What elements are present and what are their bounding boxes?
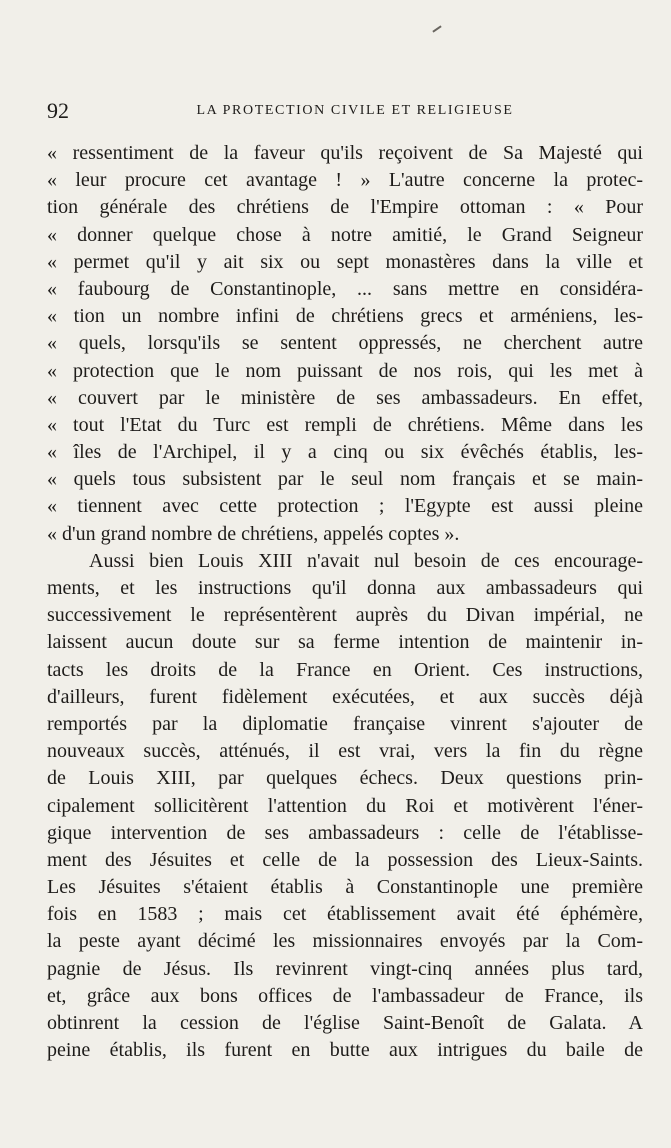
text-line: « quels, lorsqu'ils se sentent oppressés, ne cherchent autre bbox=[47, 332, 643, 355]
text-line: Les Jésuites s'étaient établis à Constantinople une première bbox=[47, 876, 643, 899]
text-line: et, grâce aux bons offices de l'ambassadeur de France, ils bbox=[47, 984, 643, 1007]
text-line: « donner quelque chose à notre amitié, le Grand Seigneur bbox=[47, 223, 643, 246]
text-line: tion générale des chrétiens de l'Empire ottoman : « Pour bbox=[47, 196, 643, 219]
text-line: gique intervention de ses ambassadeurs : celle de l'établisse- bbox=[47, 821, 643, 844]
text-line: remportés par la diplomatie française vinrent s'ajouter de bbox=[47, 712, 643, 735]
stray-mark bbox=[432, 25, 441, 32]
text-line: « ressentiment de la faveur qu'ils reçoivent de Sa Majesté qui bbox=[47, 142, 643, 164]
text-line: cipalement sollicitèrent l'attention du Roi et motivèrent l'éner- bbox=[47, 794, 643, 817]
text-line: « leur procure cet avantage ! » L'autre concerne la protec- bbox=[47, 169, 643, 192]
text-line: laissent aucun doute sur sa ferme intention de maintenir in- bbox=[47, 631, 643, 654]
text-line: d'ailleurs, furent fidèlement exécutées, et aux succès déjà bbox=[47, 685, 643, 708]
text-line: obtinrent la cession de l'église Saint-Benoît de Galata. A bbox=[47, 1012, 643, 1034]
text-line: « tiennent avec cette protection ; l'Egypte est aussi pleine bbox=[47, 495, 643, 518]
text-line: « tion un nombre infini de chrétiens grecs et arméniens, les- bbox=[47, 305, 643, 328]
text-line: de Louis XIII, par quelques échecs. Deux questions prin- bbox=[47, 767, 643, 790]
text-line: la peste ayant décimé les missionnaires envoyés par la Com- bbox=[47, 930, 643, 953]
text-line: « tout l'Etat du Turc est rempli de chrétiens. Même dans les bbox=[47, 413, 643, 436]
text-line: peine établis, ils furent en butte aux intrigues du baile de bbox=[47, 1039, 643, 1062]
text-line: « couvert par le ministère de ses ambassadeurs. En effet, bbox=[47, 386, 643, 409]
page-number: 92 bbox=[47, 98, 69, 123]
text-line: fois en 1583 ; mais cet établissement avait été éphémère, bbox=[47, 903, 643, 926]
text-line: « îles de l'Archipel, il y a cinq ou six évêchés établis, les- bbox=[47, 441, 643, 464]
text-line: successivement le représentèrent auprès du Divan impérial, ne bbox=[47, 604, 643, 627]
text-line: nouveaux succès, atténués, il est vrai, vers la fin du règne bbox=[47, 740, 643, 763]
page-header bbox=[47, 98, 643, 126]
text-line: « faubourg de Constantinople, ... sans mettre en considéra- bbox=[47, 277, 643, 300]
text-line: « quels tous subsistent par le seul nom français et se main- bbox=[47, 468, 643, 491]
text-line: ments, et les instructions qu'il donna aux ambassadeurs qui bbox=[47, 577, 643, 599]
text-line: Aussi bien Louis XIII n'avait nul besoin de ces encourage- bbox=[89, 549, 643, 572]
body-text bbox=[47, 140, 643, 1064]
text-line: tacts les droits de la France en Orient. Ces instructions, bbox=[47, 658, 643, 681]
text-line: « protection que le nom puissant de nos rois, qui les met à bbox=[47, 359, 643, 382]
text-line: « permet qu'il y ait six ou sept monastères dans la ville et bbox=[47, 250, 643, 273]
text-line: ment des Jésuites et celle de la possession des Lieux-Saints. bbox=[47, 848, 643, 871]
text-line: « d'un grand nombre de chrétiens, appelés coptes ». bbox=[47, 522, 460, 545]
text-line: pagnie de Jésus. Ils revinrent vingt-cinq années plus tard, bbox=[47, 957, 643, 980]
running-head: LA PROTECTION CIVILE ET RELIGIEUSE bbox=[196, 103, 514, 118]
